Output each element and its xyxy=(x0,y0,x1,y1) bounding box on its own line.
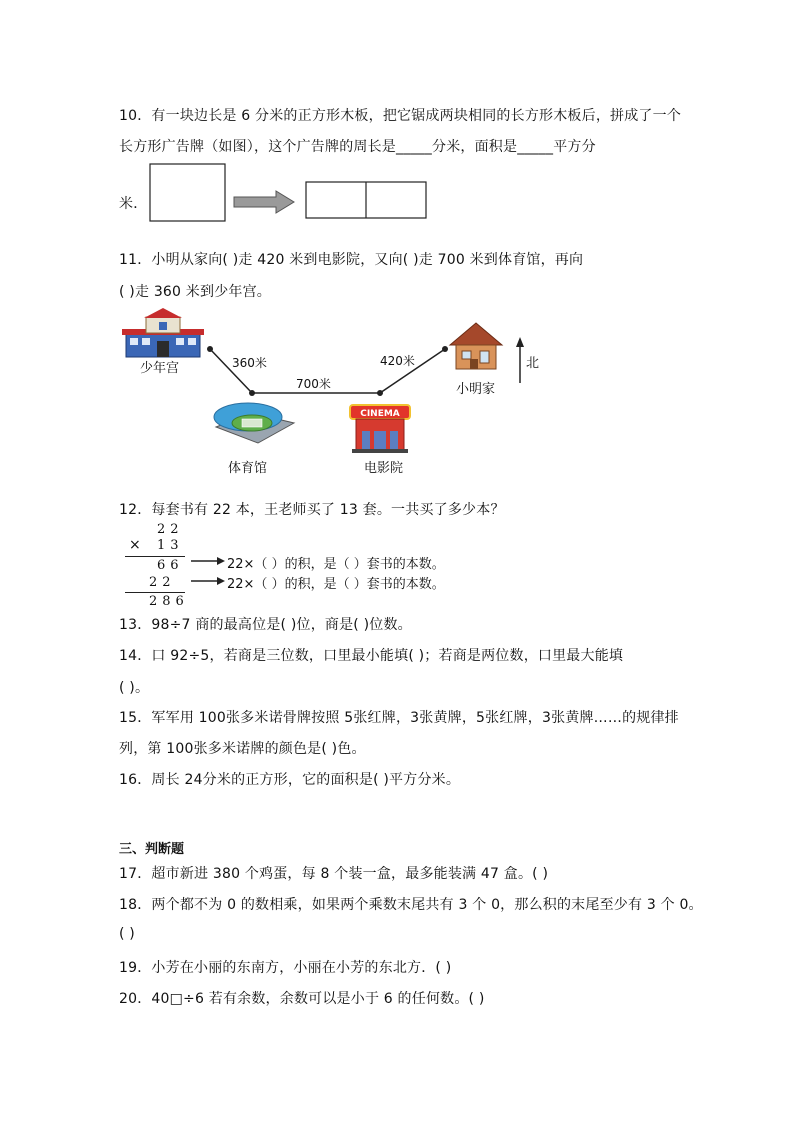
q12-line1: 12．每套书有 22 本，王老师买了 13 套。一共买了多少本？ xyxy=(119,502,505,518)
calc-product: 286 xyxy=(149,594,189,609)
q10-line1: 10．有一块边长是 6 分米的正方形木板，把它锯成两块相同的长方形木板后，拼成了一个 xyxy=(119,108,682,124)
section-title-judgement: 三、判断题 xyxy=(119,842,185,857)
q11-map xyxy=(118,305,548,483)
q10-line3: 米． xyxy=(119,196,148,212)
cinema-icon xyxy=(350,405,410,453)
q11-line1: 11．小明从家向( )走 420 米到电影院，又向( )走 700 米到体育馆，再向 xyxy=(119,252,584,268)
q14-line1: 14．口 92÷5，若商是三位数，口里最小能填( )；若商是两位数，口里最大能填 xyxy=(119,648,624,664)
stadium-icon xyxy=(214,403,294,443)
q15-line1: 15．军军用 100张多米诺骨牌按照 5张红牌，3张黄牌，5张红牌，3张黄牌……的规律排 xyxy=(119,710,679,726)
q11-line2: ( )走 360 米到少年宫。 xyxy=(119,284,271,300)
right-arrow-icon xyxy=(191,577,225,585)
q19: 19．小芳在小丽的东南方，小丽在小芳的东北方．( ) xyxy=(119,960,452,976)
calc-multiplier: 13 xyxy=(157,538,184,553)
q15-line2: 列，第 100张多米诺牌的颜色是( )色。 xyxy=(119,741,366,757)
cinema-sign-text: CINEMA xyxy=(360,409,400,419)
times-sign: × xyxy=(129,537,141,553)
right-arrow-icon xyxy=(234,191,294,213)
label-distance-420: 420米 xyxy=(380,354,415,368)
right-arrow-icon xyxy=(191,557,225,565)
north-arrow-icon xyxy=(516,337,524,383)
q10-figure xyxy=(148,162,438,224)
label-distance-360: 360米 xyxy=(232,356,267,370)
q10-line2: 长方形广告牌（如图），这个广告牌的周长是_____分米，面积是_____平方分 xyxy=(119,139,596,155)
square-board xyxy=(150,164,225,221)
calc-note-2: 22×（ ）的积，是（ ）套书的本数。 xyxy=(227,577,445,592)
q12-vertical-calc xyxy=(119,520,499,610)
calc-partial-2: 22 xyxy=(149,575,176,590)
calc-multiplicand: 22 xyxy=(157,522,184,537)
q13: 13．98÷7 商的最高位是( )位，商是( )位数。 xyxy=(119,617,412,633)
house-icon xyxy=(450,323,502,369)
label-north: 北 xyxy=(526,356,540,371)
calc-arrows xyxy=(189,554,229,594)
q14-line2: ( )。 xyxy=(119,680,150,696)
q18-line1: 18．两个都不为 0 的数相乘，如果两个乘数末尾共有 3 个 0，那么积的末尾至少有 3 个 0。 xyxy=(119,897,703,913)
calc-partial-1: 66 xyxy=(157,558,184,573)
q20: 20．40□÷6 若有余数，余数可以是小于 6 的任何数。( ) xyxy=(119,991,485,1007)
label-distance-700: 700米 xyxy=(296,377,331,391)
calc-note-1: 22×（ ）的积，是（ ）套书的本数。 xyxy=(227,557,445,572)
label-youth-palace: 少年宫 xyxy=(140,361,180,376)
q17: 17．超市新进 380 个鸡蛋，每 8 个装一盒，最多能装满 47 盒。( ) xyxy=(119,866,549,882)
label-cinema: 电影院 xyxy=(364,461,404,476)
q16: 16．周长 24分米的正方形，它的面积是( )平方分米。 xyxy=(119,772,461,788)
youth-palace-icon xyxy=(122,308,204,357)
q18-line2: ( ) xyxy=(119,926,135,942)
label-stadium: 体育馆 xyxy=(228,461,268,476)
label-home: 小明家 xyxy=(456,382,496,397)
